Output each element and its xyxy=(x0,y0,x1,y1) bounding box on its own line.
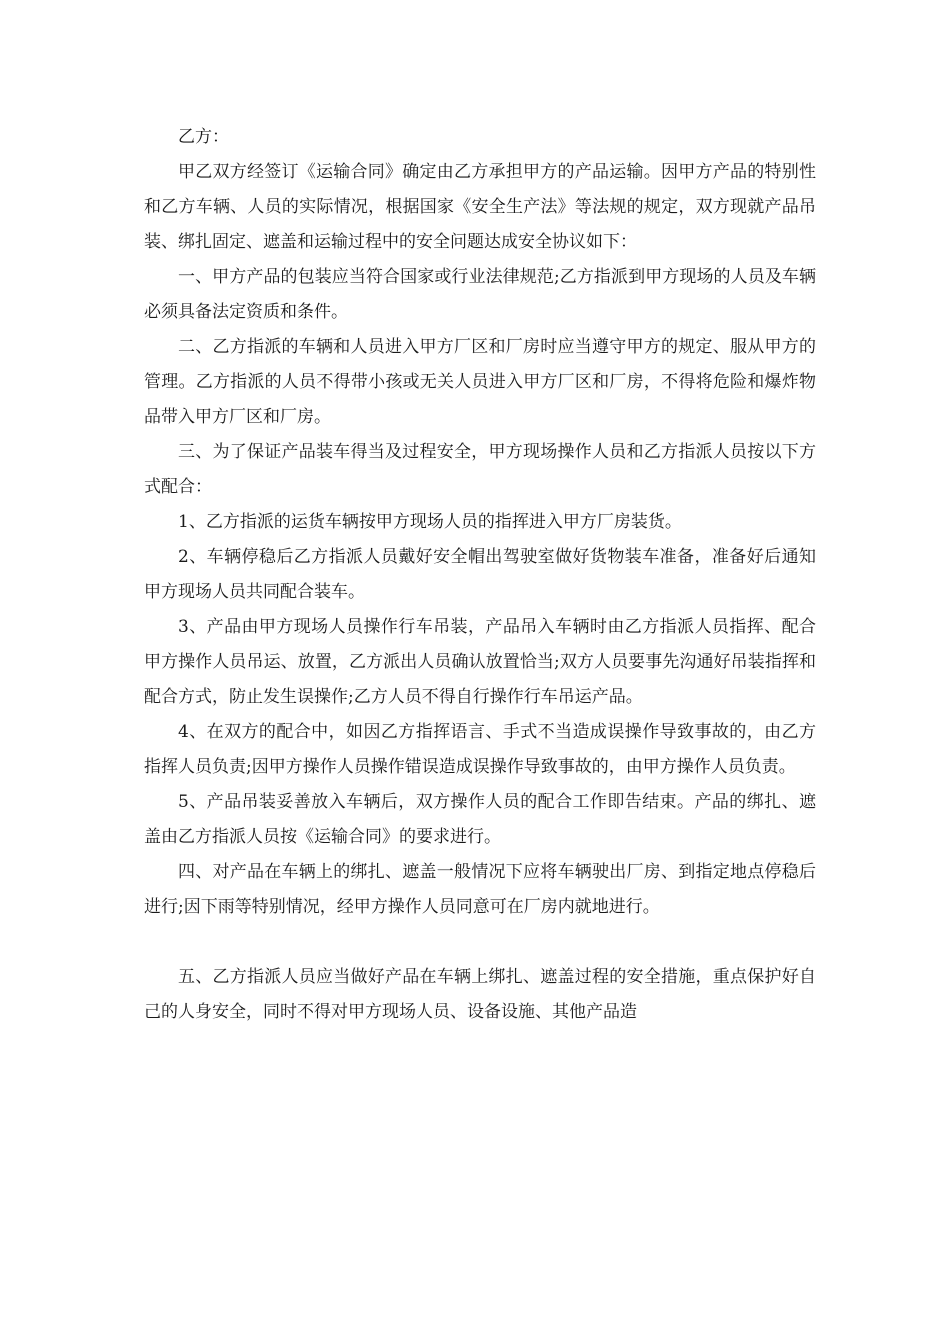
paragraph-clause-1: 一、甲方产品的包装应当符合国家或行业法律规范;乙方指派到甲方现场的人员及车辆必须具备法定资质和条件。 xyxy=(144,267,816,322)
paragraph-item-1: 1、乙方指派的运货车辆按甲方现场人员的指挥进入甲方厂房装货。 xyxy=(178,512,682,532)
paragraph-clause-4: 四、对产品在车辆上的绑扎、遮盖一般情况下应将车辆驶出厂房、到指定地点停稳后进行;因下雨等特别情况，经甲方操作人员同意可在厂房内就地进行。 xyxy=(144,862,816,917)
paragraph-item-5: 5、产品吊装妥善放入车辆后，双方操作人员的配合工作即告结束。产品的绑扎、遮盖由乙方指派人员按《运输合同》的要求进行。 xyxy=(144,792,816,847)
document-body xyxy=(144,120,816,1030)
paragraph-clause-3: 三、为了保证产品装车得当及过程安全，甲方现场操作人员和乙方指派人员按以下方式配合： xyxy=(144,442,816,497)
paragraph-addressee: 乙方： xyxy=(178,127,229,147)
paragraph-item-3: 3、产品由甲方现场人员操作行车吊装，产品吊入车辆时由乙方指派人员指挥、配合甲方操作人员吊运、放置，乙方派出人员确认放置恰当;双方人员要事先沟通好吊装指挥和配合方式，防止发生误操作;乙方人员不得自行操作行车吊运产品。 xyxy=(144,617,816,707)
blank-line xyxy=(144,925,816,960)
paragraph-intro: 甲乙双方经签订《运输合同》确定由乙方承担甲方的产品运输。因甲方产品的特别性和乙方车辆、人员的实际情况，根据国家《安全生产法》等法规的规定，双方现就产品吊装、绑扎固定、遮盖和运输过程中的安全问题达成安全协议如下： xyxy=(144,162,816,252)
paragraph-item-2: 2、车辆停稳后乙方指派人员戴好安全帽出驾驶室做好货物装车准备，准备好后通知甲方现场人员共同配合装车。 xyxy=(144,547,816,602)
paragraph-clause-2: 二、乙方指派的车辆和人员进入甲方厂区和厂房时应当遵守甲方的规定、服从甲方的管理。乙方指派的人员不得带小孩或无关人员进入甲方厂区和厂房，不得将危险和爆炸物品带入甲方厂区和厂房。 xyxy=(144,337,816,427)
paragraph-clause-5: 五、乙方指派人员应当做好产品在车辆上绑扎、遮盖过程的安全措施，重点保护好自己的人身安全，同时不得对甲方现场人员、设备设施、其他产品造 xyxy=(144,967,816,1022)
paragraph-item-4: 4、在双方的配合中，如因乙方指挥语言、手式不当造成误操作导致事故的，由乙方指挥人员负责;因甲方操作人员操作错误造成误操作导致事故的，由甲方操作人员负责。 xyxy=(144,722,816,777)
